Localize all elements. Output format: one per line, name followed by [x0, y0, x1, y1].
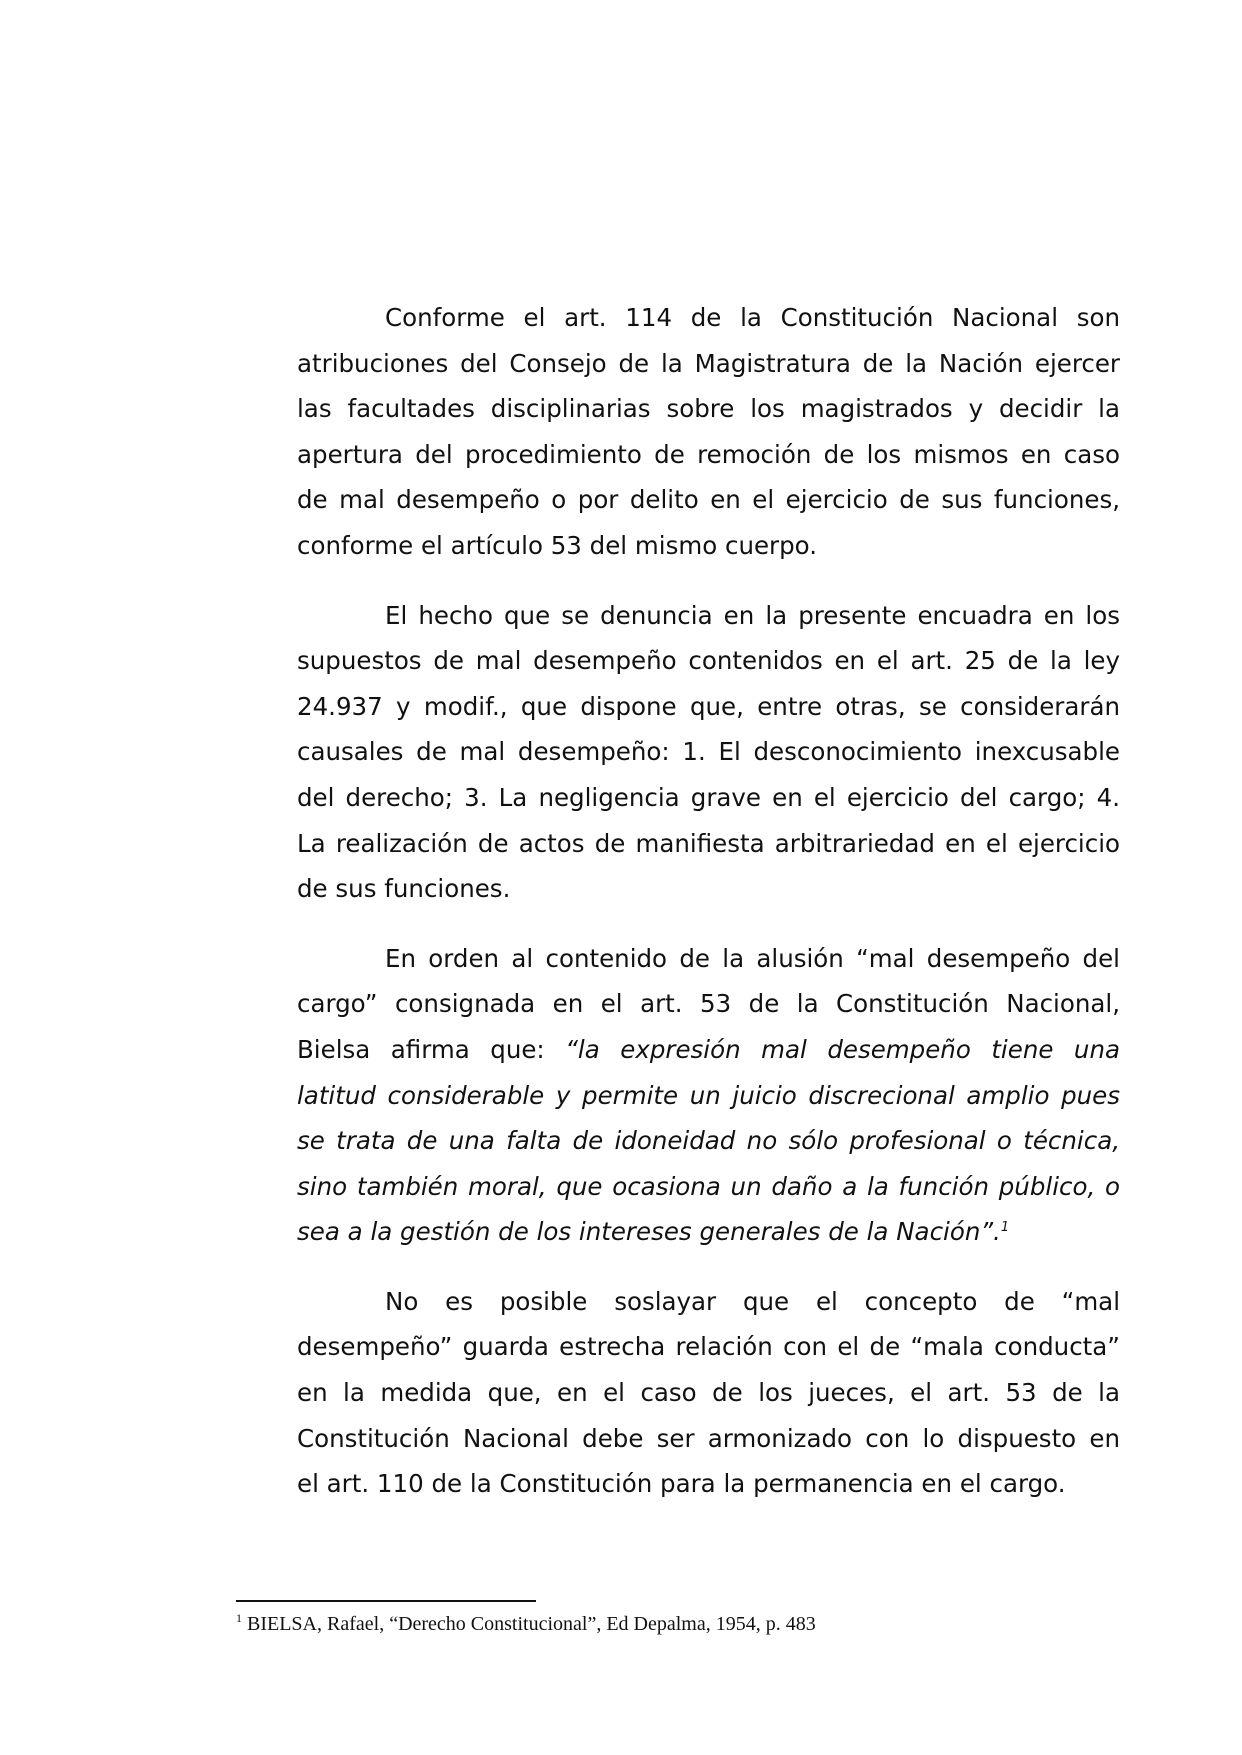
footnote-separator	[236, 1600, 536, 1602]
text-line: apertura del procedimiento de remoción de los mismos en caso	[297, 439, 1120, 469]
body-text	[297, 295, 1120, 1531]
quote-line: se trata de una falta de idoneidad no sólo profesional o técnica,	[297, 1126, 1120, 1156]
footnote-number: 1	[236, 1611, 242, 1625]
paragraph-4	[297, 1279, 1120, 1507]
text-line: causales de mal desempeño: 1. El desconocimiento inexcusable	[297, 737, 1120, 767]
paragraph-3	[297, 936, 1120, 1255]
text-line: El hecho que se denuncia en la presente encuadra en los	[385, 600, 1120, 630]
quote-line	[297, 1209, 1120, 1255]
quote-text: “la expresión mal desempeño tiene una	[565, 1034, 1120, 1064]
text-line: supuestos de mal desempeño contenidos en el art. 25 de la ley	[297, 646, 1120, 676]
footnote	[236, 1611, 1136, 1637]
text-line: del derecho; 3. La negligencia grave en el ejercicio del cargo; 4.	[297, 782, 1120, 812]
text-line: de mal desempeño o por delito en el ejercicio de sus funciones,	[297, 485, 1120, 515]
text-line: cargo” consignada en el art. 53 de la Constitución Nacional,	[297, 989, 1120, 1019]
text-line: La realización de actos de manifiesta arbitrariedad en el ejercicio	[297, 828, 1120, 858]
quote-text: sea a la gestión de los intereses generales de la Nación”.	[297, 1217, 1001, 1247]
text-line	[297, 1027, 1120, 1073]
text-line: desempeño” guarda estrecha relación con el de “mala conducta”	[297, 1332, 1120, 1362]
footnote-text: BIELSA, Rafael, “Derecho Constitucional”, Ed Depalma, 1954, p. 483	[247, 1613, 816, 1635]
quote-line: sino también moral, que ocasiona un daño a la función público, o	[297, 1171, 1120, 1201]
text-run: Bielsa afirma que:	[297, 1034, 566, 1064]
footnote-reference[interactable]: 1	[1000, 1220, 1010, 1236]
text-line: el art. 110 de la Constitución para la permanencia en el cargo.	[297, 1469, 1066, 1499]
text-line: En orden al contenido de la alusión “mal desempeño del	[385, 943, 1120, 973]
text-line: en la medida que, en el caso de los jueces, el art. 53 de la	[297, 1378, 1120, 1408]
text-line: Constitución Nacional debe ser armonizado con lo dispuesto en	[297, 1423, 1120, 1453]
quote-line: latitud considerable y permite un juicio discrecional amplio pues	[297, 1080, 1120, 1110]
text-line: Conforme el art. 114 de la Constitución Nacional son	[385, 303, 1120, 332]
paragraph-2	[297, 593, 1120, 912]
text-line: atribuciones del Consejo de la Magistratura de la Nación ejercer	[297, 348, 1120, 378]
text-line: conforme el artículo 53 del mismo cuerpo.	[297, 530, 818, 560]
paragraph-1	[297, 295, 1120, 569]
text-line: No es posible soslayar que el concepto de “mal	[385, 1286, 1120, 1316]
text-line: 24.937 y modif., que dispone que, entre otras, se considerarán	[297, 691, 1120, 721]
text-line: de sus funciones.	[297, 874, 511, 904]
text-line: las facultades disciplinarias sobre los magistrados y decidir la	[297, 394, 1120, 424]
